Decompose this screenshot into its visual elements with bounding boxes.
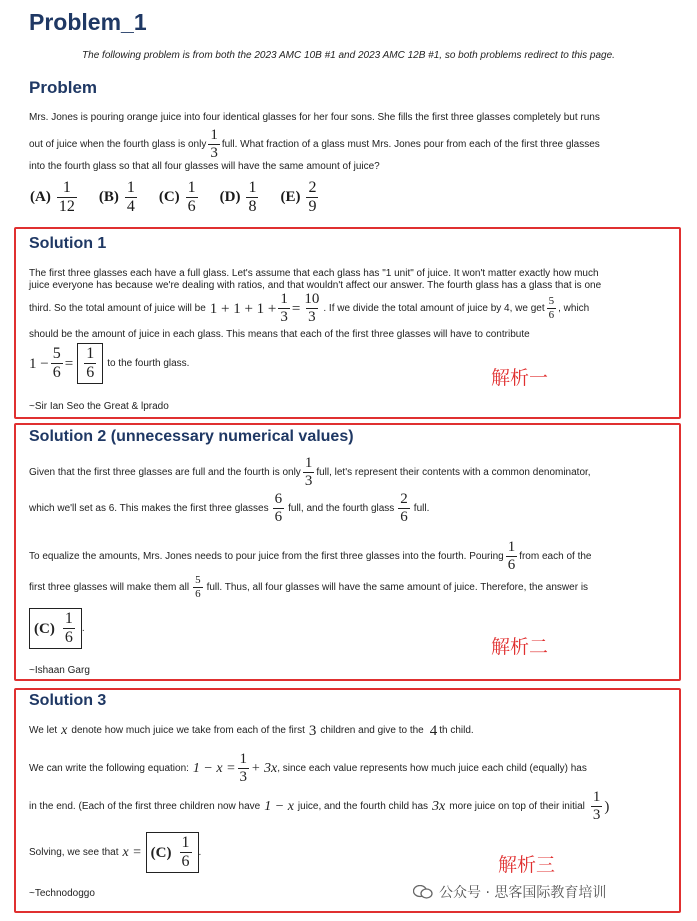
solution-2-heading: Solution 2 (unnecessary numerical values): [29, 428, 354, 445]
solution-2-answer-box: (C) $\frac{1}{6}$: [29, 608, 82, 649]
choice-c: (C) $\frac{1}{6}$: [158, 179, 196, 215]
solution-1-heading: Solution 1: [29, 235, 107, 252]
solution-1-line-5: 1 − $\frac{5}{6}$ = $\frac{1}{6}$ to the fourth glass.: [29, 343, 189, 384]
choice-d: (D) $\frac{1}{8}$: [219, 179, 257, 215]
solution-2-line-3: To equalize the amounts, Mrs. Jones needs to pour juice from the first three glasses into the fourth. Pouring $\frac{1}{6}$ from each of the: [29, 539, 592, 573]
fraction-one-third: $\frac{1}{3}$: [210, 127, 218, 161]
choice-b: (B) $\frac{1}{4}$: [98, 179, 135, 215]
solution-2-line-1: Given that the first three glasses are full and the fourth is only $\frac{1}{3}$ full, let's represent their contents with a common denominator,: [29, 455, 591, 489]
intro-note: The following problem is from both the 2023 AMC 10B #1 and 2023 AMC 12B #1, so both problems redirect to this page.: [82, 50, 615, 61]
solution-3-author: ~Technodoggo: [29, 888, 95, 899]
solution-3-line-1: We let x denote how much juice we take from each of the first 3 children and give to the 4 th child.: [29, 723, 474, 739]
solution-1-line-4: should be the amount of juice in each glass. This means that each of the first three glasses will have to contribute: [29, 329, 530, 340]
solution-2-author: ~Ishaan Garg: [29, 665, 90, 676]
solution-3-line-2: We can write the following equation: 1 − x = $\frac{1}{3}$ + 3x , since each value represents how much juice each child (equally) has: [29, 751, 587, 785]
problem-line-1: Mrs. Jones is pouring orange juice into four identical glasses for her four sons. She fills the first three glasses completely but runs: [29, 112, 600, 123]
solution-3-heading: Solution 3: [29, 692, 107, 709]
annotation-1: 解析一: [491, 367, 549, 389]
problem-line-3: into the fourth glass so that all four glasses will have the same amount of juice?: [29, 161, 380, 172]
solution-1-answer-box: $\frac{1}{6}$: [77, 343, 103, 384]
solution-1-author: ~Sir Ian Seo the Great & lprado: [29, 401, 169, 412]
wechat-watermark: 公众号 · 思客国际教育培训: [413, 882, 606, 902]
annotation-2: 解析二: [491, 636, 549, 658]
problem-line-2: out of juice when the fourth glass is only $\frac{1}{3}$ full. What fraction of a glass must Mrs. Jones pour from each of the first three glasses: [29, 127, 600, 161]
problem-heading: Problem: [29, 78, 98, 97]
solution-3-line-3: in the end. (Each of the first three children now have 1 − x juice, and the fourth child has 3x more juice on top of their initial $\frac{1}{3}$ ): [29, 789, 610, 823]
solution-3-answer-box: (C) $\frac{1}{6}$: [146, 832, 199, 873]
choice-e: (E) $\frac{2}{9}$: [280, 179, 317, 215]
page-title: Problem_1: [29, 9, 147, 35]
choice-a: (A) $\frac{1}{12}$: [30, 179, 75, 215]
wechat-icon: [413, 885, 433, 899]
annotation-3: 解析三: [498, 854, 556, 876]
answer-choices: [30, 180, 340, 215]
solution-2-line-2: which we'll set as 6. This makes the first three glasses $\frac{6}{6}$ full, and the fourth glass $\frac{2}{6}$ full.: [29, 491, 430, 525]
solution-2-answer: (C) $\frac{1}{6}$ .: [29, 608, 85, 649]
solution-1-line-3: third. So the total amount of juice will be 1 + 1 + 1 + $\frac{1}{3}$ = $\frac{10}{3}$ . If we divide the total amount of juice by 4, we get $\frac{5}{6}$ , which: [29, 291, 590, 325]
solution-1-line-1: The first three glasses each have a full glass. Let's assume that each glass has "1 unit" of juice. It won't matter exactly how much: [29, 268, 599, 279]
solution-1-line-2: juice everyone has because we're dealing with ratios, and that wouldn't affect our answer. The fourth glass has a glass that is one: [29, 280, 602, 291]
solution-3-line-4: Solving, we see that x = (C) $\frac{1}{6}$ .: [29, 832, 201, 873]
solution-2-line-4: first three glasses will make them all $\frac{5}{6}$ full. Thus, all four glasses will have the same amount of juice. Therefore, the answer is: [29, 574, 589, 600]
